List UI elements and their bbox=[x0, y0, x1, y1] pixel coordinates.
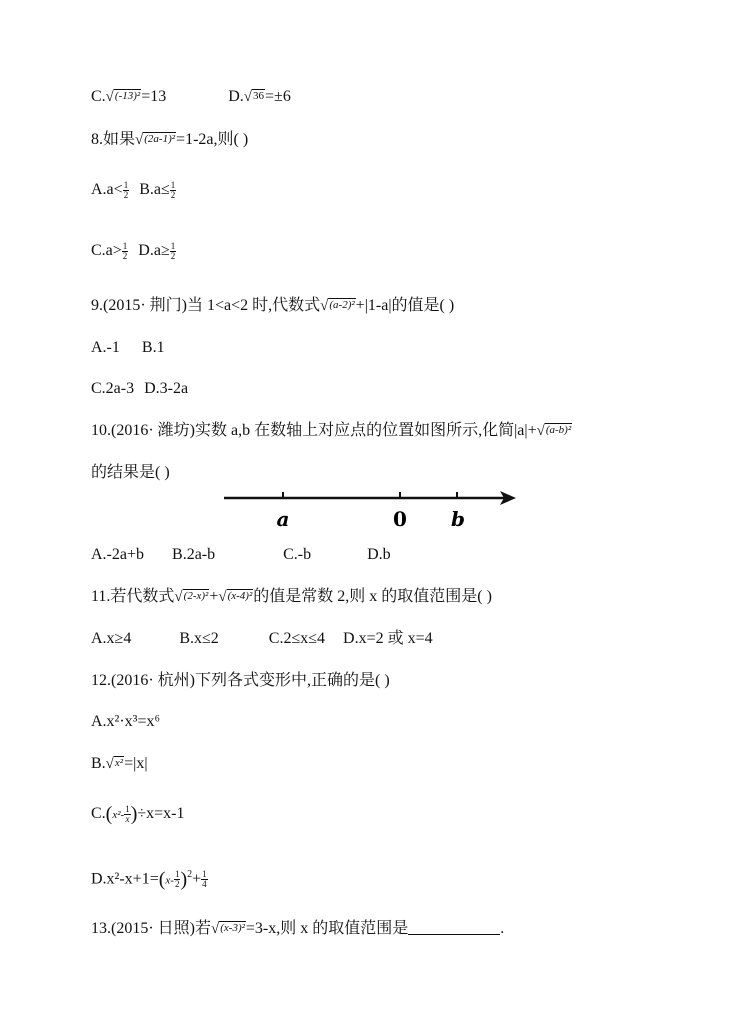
q10-option-c: C.-b bbox=[283, 546, 312, 563]
number-line-figure bbox=[220, 486, 520, 536]
q10-option-b: B.2a-b bbox=[172, 546, 216, 563]
q8-option-d: D.a≥ $\frac{1}{2}$ bbox=[138, 240, 176, 261]
q10-stem-cont: 的结果是( ) bbox=[91, 464, 170, 481]
q12-option-a: A.x²·x³=x⁶ bbox=[91, 713, 161, 730]
q11-option-d: D.x=2 或 x=4 bbox=[343, 630, 433, 647]
q10-option-a: A.-2a+b bbox=[91, 546, 145, 563]
q11-option-a: A.x≥4 bbox=[91, 630, 132, 647]
q8-option-c: C.a> $\frac{1}{2}$ bbox=[91, 240, 128, 261]
q11-option-c: C.2≤x≤4 bbox=[268, 630, 326, 647]
q8-options-ab bbox=[91, 179, 176, 201]
q9-option-d: D.3-2a bbox=[144, 380, 189, 397]
q8-option-b: B.a≤ $\frac{1}{2}$ bbox=[139, 179, 176, 200]
q10-option-d: D.b bbox=[367, 546, 391, 563]
q9-options-ab bbox=[91, 337, 165, 359]
q12-option-b: B.√x²=|x| bbox=[91, 755, 148, 772]
answer-blank[interactable] bbox=[408, 920, 500, 935]
q10-stem: 10.(2016· 潍坊)实数 a,b 在数轴上对应点的位置如图所示,化简|a|+√(a-b)² bbox=[91, 422, 572, 439]
q11-stem: 11.若代数式√(2-x)²+√(x-4)²的值是常数 2,则 x 的取值范围是( ) bbox=[91, 588, 492, 605]
q9-option-a: A.-1 bbox=[91, 339, 120, 356]
q11-option-b: B.x≤2 bbox=[179, 630, 219, 647]
q9-options-cd bbox=[91, 378, 188, 400]
q10-options bbox=[91, 544, 391, 566]
q12-stem: 12.(2016· 杭州)下列各式变形中,正确的是( ) bbox=[91, 672, 390, 689]
q7-options-cd bbox=[91, 86, 291, 108]
q9-stem: 9.(2015· 荆门)当 1<a<2 时,代数式√(a-2)²+|1-a|的值是( ) bbox=[91, 297, 455, 314]
q9-option-c: C.2a-3 bbox=[91, 380, 135, 397]
label-0: 0 bbox=[393, 507, 407, 531]
q12-option-d: D.x²-x+1=(x- $\frac{1}{2}$ )$^2$+ $\frac{1}{4}$ bbox=[91, 868, 207, 891]
q11-options bbox=[91, 628, 433, 650]
label-b: b bbox=[451, 507, 465, 531]
q7-option-c: C.√(-13)²=13 bbox=[91, 88, 167, 105]
q8-options-cd bbox=[91, 240, 176, 262]
q13-stem: 13.(2015· 日照)若√(x-3)²=3-x,则 x 的取值范围是 . bbox=[91, 920, 505, 937]
q9-option-b: B.1 bbox=[141, 339, 165, 356]
number-line-svg bbox=[220, 486, 520, 536]
q8-stem: 8.如果√(2a-1)²=1-2a,则( ) bbox=[91, 131, 249, 148]
q8-option-a: A.a< $\frac{1}{2}$ bbox=[91, 179, 129, 200]
q7-option-d: D.√36=±6 bbox=[228, 88, 291, 105]
label-a: a bbox=[276, 507, 290, 531]
q12-option-c: C.(x²- $\frac{1}{x}$ )÷x=x-1 bbox=[91, 803, 185, 825]
